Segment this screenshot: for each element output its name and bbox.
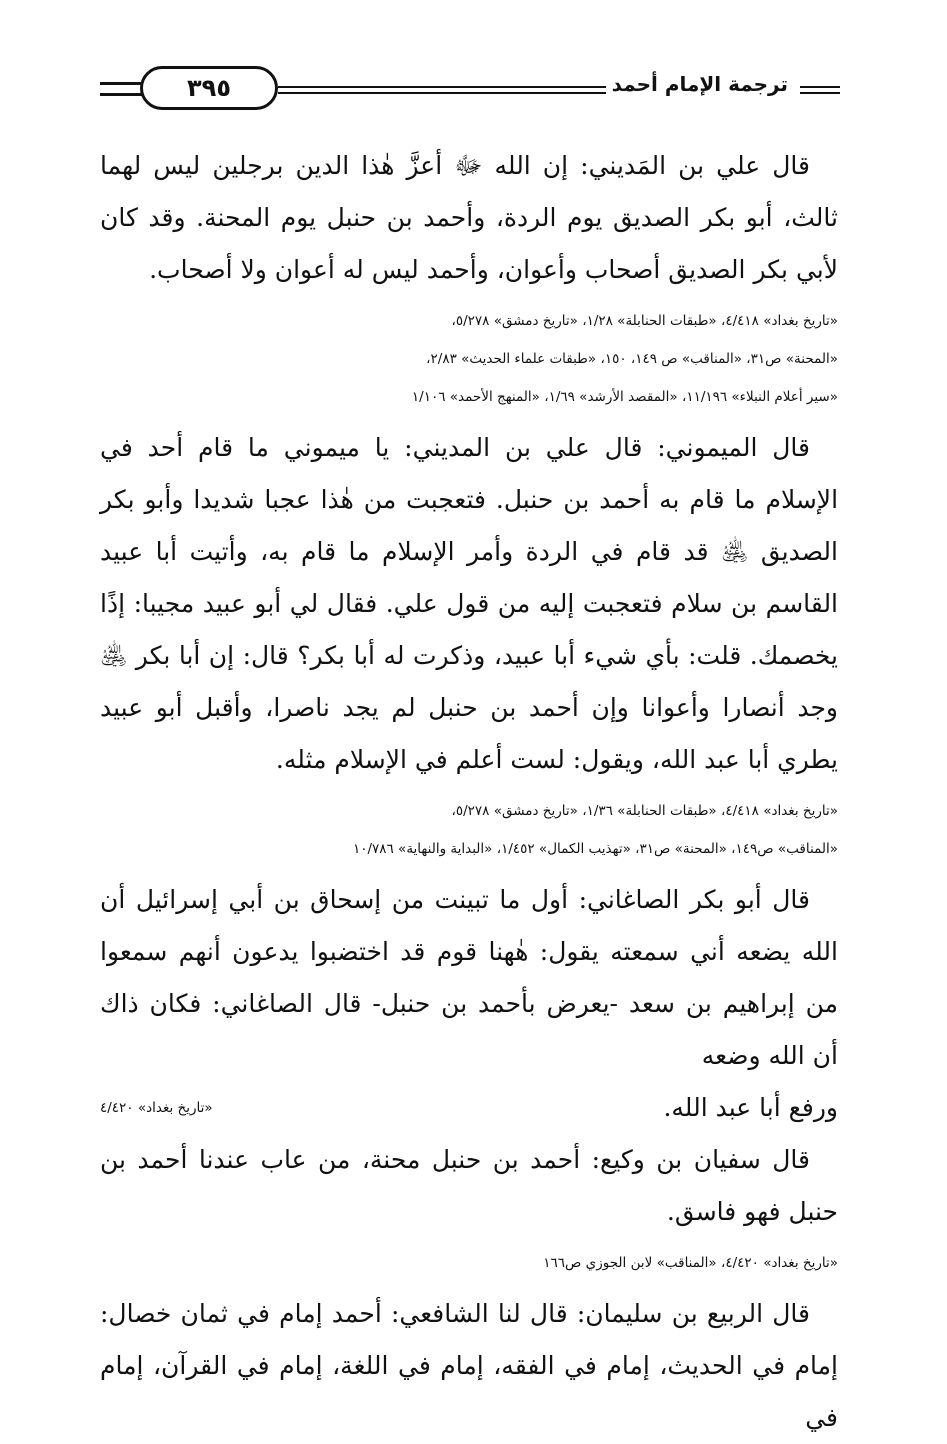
paragraph [100,422,838,786]
text-line: قال الربيع بن سليمان: قال لنا الشافعي: أحمد إمام في ثمان خصال: [100,1299,810,1328]
text-line: ورفع أبا عبد الله. [663,1093,838,1122]
reference-line: «تاريخ بغداد» ٤/٤٢٠ [100,1100,213,1116]
text-line: إمام في الحديث، إمام في الفقه، إمام في اللغة، إمام في القرآن، إمام في [100,1351,838,1432]
page-number-frame [140,66,278,110]
paragraph [100,1134,838,1238]
text-line: أبا عبد الله، ويقول: لست أعلم في الإسلام مثله. [275,745,770,774]
text-line: قال علي بن المَديني: إن الله ﷻ أعزَّ هٰذا الدين برجلين ليس لهما ثالث، [100,151,838,232]
text-line: بأي شيء أبا عبيد، وذكرت له أبا بكر؟ قال: إن أبا بكر ﵁ وجد [100,641,838,722]
text-line: حنبل فهو فاسق. [666,1197,838,1226]
text-line: قال الميموني: قال علي بن المديني: يا ميموني ما قام أحد في الإسلام [100,433,839,514]
reference-line: «تاريخ بغداد» ٤/٤١٨، «طبقات الحنابلة» ١/٣٦، «تاريخ دمشق» ٥/٢٧٨، [451,803,838,819]
text-line: قال أبو بكر الصاغاني: أول ما تبينت من إسحاق بن أبي إسرائيل أن الله [100,885,838,966]
reference-line: «المحنة» ص٣١، «المناقب» ص ١٤٩، ١٥٠، «طبقات علماء الحديث» ٢/٨٣، [426,351,838,367]
text-line: قد قام في الردة وأمر الإسلام ما قام به، وأتيت أبا عبيد القاسم بن سلام [100,537,839,618]
reference-line: «تاريخ بغداد» ٤/٤٢٠، «المناقب» لابن الجوزي ص١٦٦ [543,1255,838,1271]
source-references [100,1244,838,1282]
text-line: قال سفيان بن وكيع: أحمد بن حنبل محنة، من عاب عندنا أحمد بن [100,1145,810,1174]
text-line: أبو بكر الصديق يوم الردة، وأحمد بن حنبل يوم المحنة. وقد كان لأبي بكر [100,203,838,284]
header-rule-right [800,86,840,94]
text-line: أنصارا وأعوانا وإن أحمد بن حنبل لم يجد ناصرا، وأقبل أبو عبيد يطري [100,693,838,774]
page-body [100,140,838,1444]
reference-line: «سير أعلام النبلاء» ١١/١٩٦، «المقصد الأرشد» ١/٦٩، «المنهج الأحمد» ١/١٠٦ [411,389,838,405]
text-line: الصديق أصحاب وأعوان، وأحمد ليس له أعوان ولا أصحاب. [149,255,746,284]
source-references [100,792,838,868]
text-line: بن سعد -يعرض بأحمد بن حنبل- قال الصاغاني: فكان ذاك أن الله وضعه [100,989,838,1070]
text-line: ما قام به أحمد بن حنبل. فتعجبت من هٰذا عجبا شديدا وأبو بكر الصديق ﵁ [100,485,838,566]
last-line-with-reference [100,1082,838,1134]
reference-line: «المناقب» ص١٤٩، «المحنة» ص٣١، «تهذيب الكمال» ١/٤٥٢، «البداية والنهاية» ١٠/٧٨٦ [352,841,838,857]
text-line: فتعجبت إليه من قول علي. فقال لي أبو عبيد مجيبا: إذًا يخصمك. قلت: [100,589,838,670]
running-title: ترجمة الإمام أحمد [606,72,794,96]
paragraph [100,1288,838,1444]
source-references [100,302,838,416]
page-number: ٣٩٥ [187,74,231,102]
page-header [100,62,840,122]
reference-line: «تاريخ بغداد» ٤/٤١٨، «طبقات الحنابلة» ١/٢٨، «تاريخ دمشق» ٥/٢٧٨، [451,313,838,329]
header-rule-middle [278,86,628,94]
text-line: يضعه أني سمعته يقول: هٰهنا قوم قد اختضبوا يدعون أنهم سمعوا من إبراهيم [100,937,838,1018]
paragraph [100,140,838,296]
paragraph [100,874,838,1082]
